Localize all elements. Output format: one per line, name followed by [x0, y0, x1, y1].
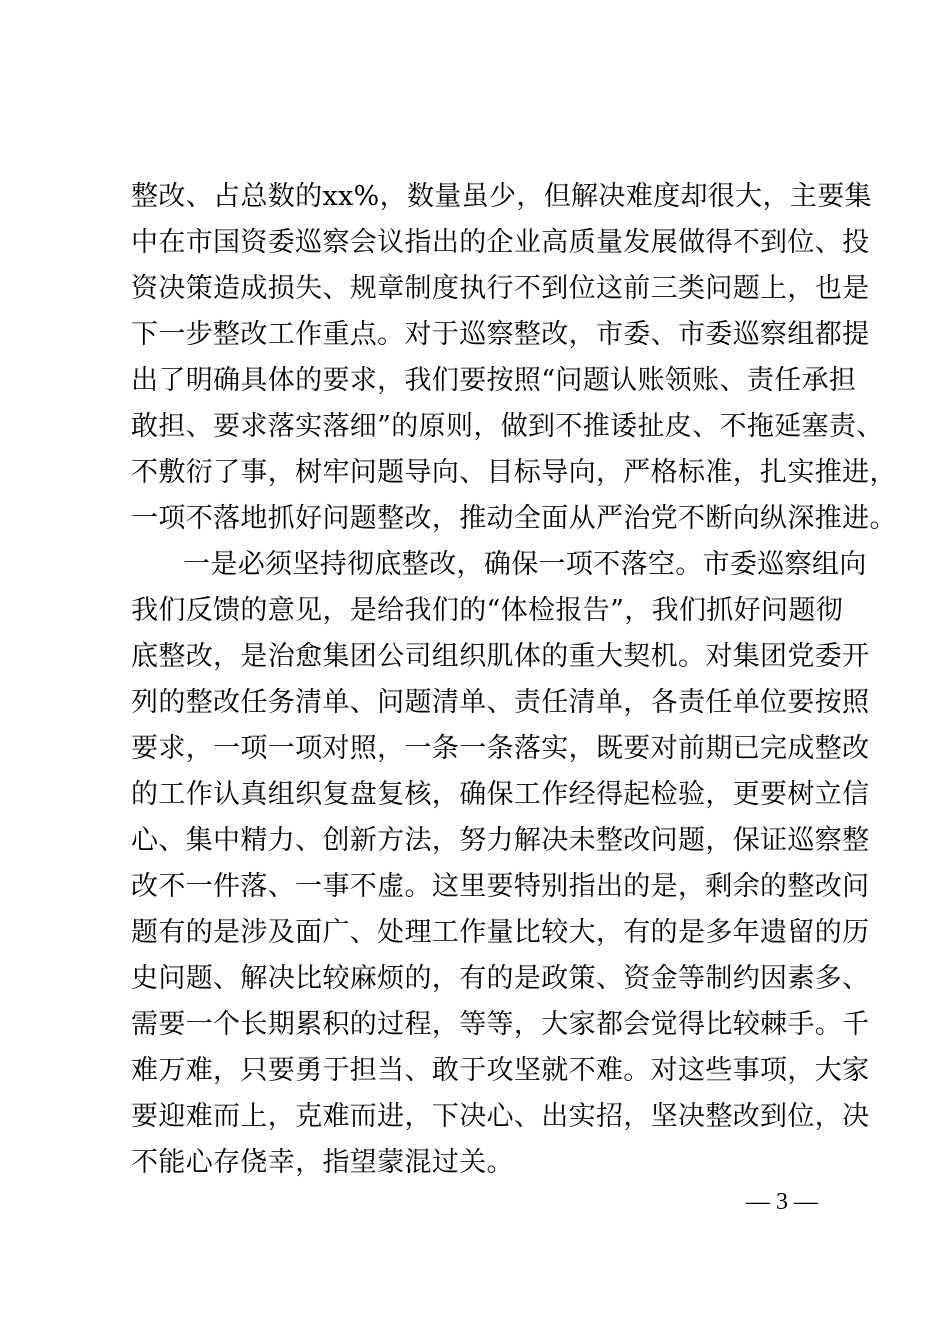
paragraph-line: 不能心存侥幸，指望蒙混过关。 — [131, 1147, 514, 1178]
paragraph-line: 改不一件落、一事不虚。这里要特别指出的是，剩余的整改问 — [131, 871, 870, 902]
page-number: — 3 — — [746, 1189, 818, 1215]
paragraph-line: 出了明确具体的要求，我们要按照“问题认账领账、责任承担 — [131, 365, 857, 396]
paragraph-line: 心、集中精力、创新方法，努力解决未整改问题，保证巡察整 — [131, 825, 870, 856]
paragraph-line: 中在市国资委巡察会议指出的企业高质量发展做得不到位、投 — [131, 227, 870, 258]
paragraph-line: 下一步整改工作重点。对于巡察整改，市委、市委巡察组都提 — [131, 319, 870, 350]
paragraph-line: 题有的是涉及面广、处理工作量比较大，有的是多年遗留的历 — [131, 917, 870, 948]
paragraph-line: 资决策造成损失、规章制度执行不到位这前三类问题上，也是 — [131, 273, 870, 304]
paragraph-line: 要求，一项一项对照，一条一条落实，既要对前期已完成整改 — [131, 733, 870, 764]
paragraph-line: 要迎难而上，克难而进，下决心、出实招，坚决整改到位，决 — [131, 1101, 870, 1132]
paragraph-line: 整改、占总数的xx%，数量虽少，但解决难度却很大，主要集 — [131, 181, 872, 212]
paragraph-line: 的工作认真组织复盘复核，确保工作经得起检验，更要树立信 — [131, 779, 870, 810]
paragraph-line: 难万难，只要勇于担当、敢于攻坚就不难。对这些事项，大家 — [131, 1055, 870, 1086]
paragraph-line: 一是必须坚持彻底整改，确保一项不落空。市委巡察组向 — [183, 549, 867, 580]
paragraph-line: 一项不落地抓好问题整改，推动全面从严治党不断向纵深推进。 — [131, 503, 897, 534]
paragraph-line: 列的整改任务清单、问题清单、责任清单，各责任单位要按照 — [131, 687, 870, 718]
paragraph-line: 史问题、解决比较麻烦的，有的是政策、资金等制约因素多、 — [131, 963, 870, 994]
paragraph-line: 需要一个长期累积的过程，等等，大家都会觉得比较棘手。千 — [131, 1009, 870, 1040]
paragraph-line: 敢担、要求落实落细”的原则，做到不推诿扯皮、不拖延塞责、 — [131, 411, 884, 442]
paragraph-line: 不敷衍了事，树牢问题导向、目标导向，严格标准，扎实推进， — [131, 457, 897, 488]
paragraph-line: 我们反馈的意见，是给我们的“体检报告”，我们抓好问题彻 — [131, 595, 844, 626]
paragraph-line: 底整改，是治愈集团公司组织肌体的重大契机。对集团党委开 — [131, 641, 870, 672]
